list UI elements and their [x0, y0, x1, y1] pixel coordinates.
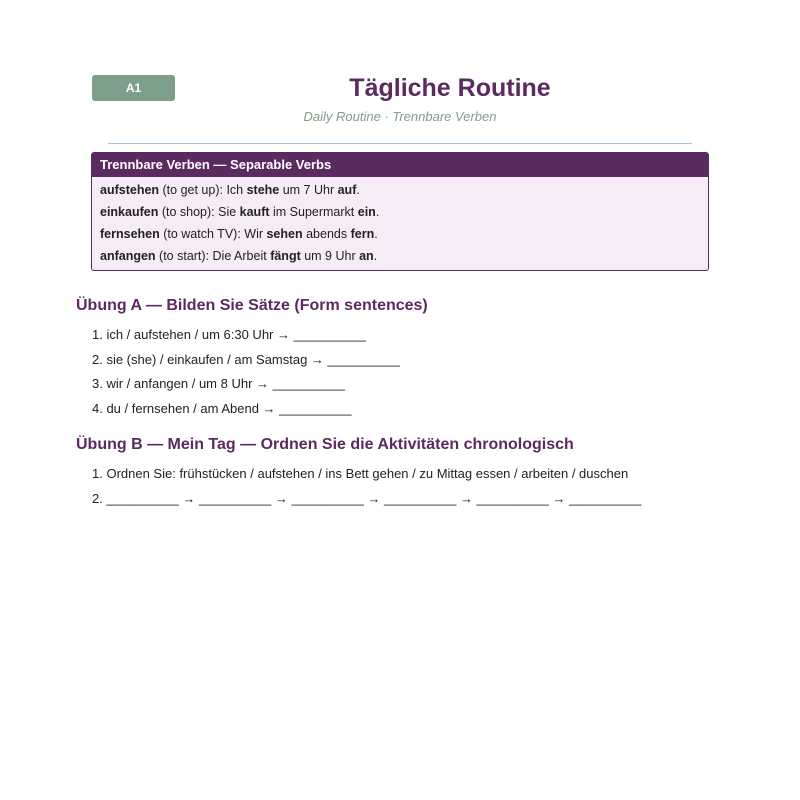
verb-middle: um 9 Uhr	[300, 249, 360, 263]
verb-conjugated: fängt	[270, 249, 301, 263]
verb-row-einkaufen	[100, 201, 700, 223]
verb-middle: abends	[302, 227, 351, 241]
page-title: Tägliche Routine	[349, 74, 551, 102]
verb-infinitive: aufstehen	[100, 183, 160, 197]
separable-verbs-box	[91, 152, 709, 271]
verb-conjugated: kauft	[239, 205, 270, 219]
verb-gloss: (to watch TV): Wir	[159, 227, 267, 241]
level-badge: A1	[92, 75, 175, 101]
exercise-a-item-4: 4. du / fernsehen / am Abend → __________	[92, 400, 352, 416]
verb-gloss: (to shop): Sie	[158, 205, 240, 219]
verb-rows	[92, 177, 708, 270]
verb-infinitive: anfangen	[100, 249, 156, 263]
verb-middle: um 7 Uhr	[279, 183, 338, 197]
verb-infinitive: fernsehen	[100, 227, 160, 241]
exercise-a-item-2: 2. sie (she) / einkaufen / am Samstag → __________	[92, 351, 400, 367]
verb-prefix: ein	[357, 205, 376, 219]
exercise-b-title: Übung B — Mein Tag — Ordnen Sie die Aktivitäten chronologisch	[76, 436, 574, 453]
verb-row-anfangen	[100, 245, 700, 267]
exercise-b-list	[92, 464, 641, 513]
separable-verbs-heading: Trennbare Verben — Separable Verbs	[92, 153, 708, 177]
verb-gloss: (to start): Die Arbeit	[155, 249, 271, 263]
exercise-a-item-1: 1. ich / aufstehen / um 6:30 Uhr → __________	[92, 327, 366, 342]
verb-conjugated: sehen	[266, 227, 303, 241]
exercise-b-item-1: 1. Ordnen Sie: frühstücken / aufstehen / ins Bett gehen / zu Mittag essen / arbeiten / duschen	[92, 466, 629, 481]
exercise-b-item-2: 2. __________ → __________ → __________ → __________ → __________ → __________	[92, 490, 642, 506]
exercise-a-item-3: 3. wir / anfangen / um 8 Uhr → __________	[92, 376, 345, 391]
verb-gloss: (to get up): Ich	[159, 183, 247, 197]
verb-infinitive: einkaufen	[100, 205, 159, 219]
verb-prefix: fern	[350, 227, 375, 241]
verb-conjugated: stehe	[246, 183, 280, 197]
verb-end: .	[374, 227, 378, 241]
verb-row-aufstehen	[100, 179, 700, 201]
exercise-a-title: Übung A — Bilden Sie Sätze (Form sentences)	[76, 297, 428, 314]
verb-prefix: an	[359, 249, 374, 263]
exercise-a-list	[92, 325, 400, 423]
header-divider	[108, 143, 692, 144]
verb-end: .	[375, 205, 380, 219]
verb-row-fernsehen	[100, 223, 700, 245]
verb-prefix: auf	[337, 183, 357, 197]
page-subtitle: Daily Routine · Trennbare Verben	[303, 109, 497, 124]
verb-end: .	[356, 183, 360, 197]
verb-end: .	[373, 249, 378, 263]
verb-middle: im Supermarkt	[269, 205, 358, 219]
